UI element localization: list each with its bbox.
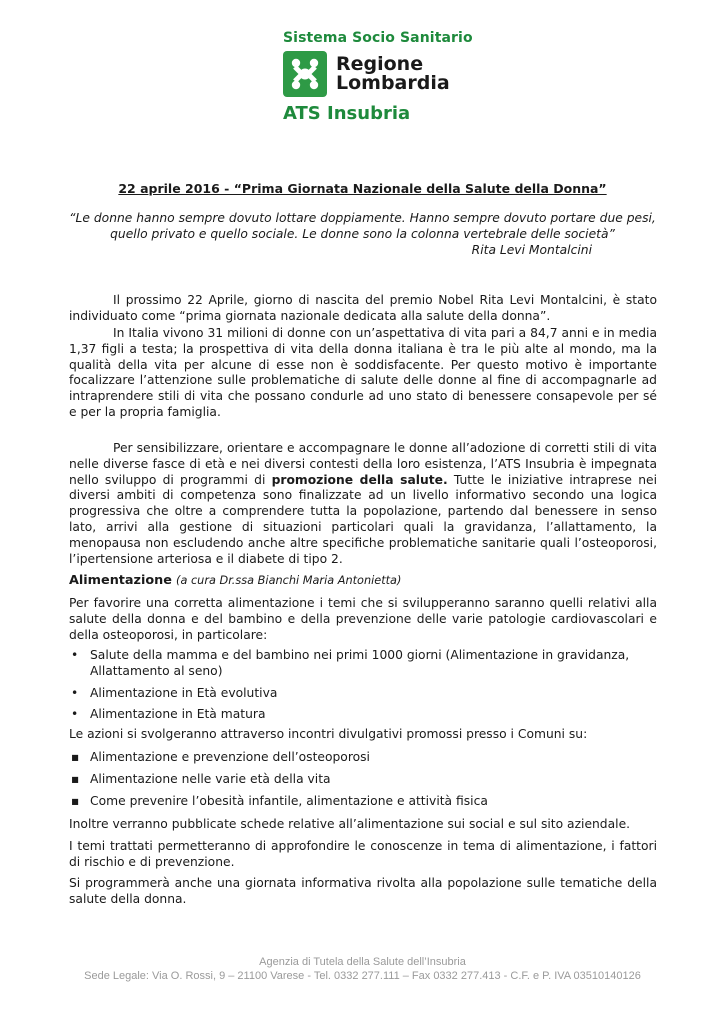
section-curator: (a cura Dr.ssa Bianchi Maria Antonietta)	[176, 574, 402, 587]
bullet-square-icon: ▪	[71, 771, 80, 786]
topics-note: I temi trattati permetteranno di approfondire le conoscenze in tema di alimentazione, i fattori di rischio e di prevenzione.	[69, 839, 657, 869]
list-item-text: Alimentazione in Età matura	[90, 707, 266, 722]
list-item	[69, 750, 659, 766]
header-logo	[283, 30, 483, 124]
region-line-1: Regione	[336, 53, 424, 75]
paragraph-1-text: Il prossimo 22 Aprile, giorno di nascita del premio Nobel Rita Levi Montalcini, è stato individuato come “prima giornata nazionale dedicata alla salute della donna”.	[69, 293, 657, 323]
region-logo-row	[283, 51, 483, 97]
footer-agency: Agenzia di Tutela della Salute dell’Insubria	[259, 956, 466, 968]
document-title: 22 aprile 2016 - “Prima Giornata Nazionale della Salute della Donna”	[118, 181, 607, 196]
paragraph-1	[69, 293, 657, 325]
bullet-square-icon: ▪	[71, 793, 80, 808]
list-item-text: Alimentazione in Età evolutiva	[90, 685, 278, 700]
section-heading	[69, 573, 401, 588]
paragraph-2-text: In Italia vivono 31 milioni di donne con un’aspettativa di vita pari a 84,7 anni e in media 1,37 figli a testa; la prospettiva di vita della donna italiana è tra le più alte al mondo, ma la qualità della vita per alcune di esse non è soddisfacente. Per questo motivo è importante focalizzare l’attenzione sulle problematiche di salute delle donne al fine di accompagnarle ad intraprendere stili di vita che possano condurle ad uno stato di benessere consapevole per sé e per la propria famiglia.	[69, 326, 657, 419]
bullet-dot-icon: •	[71, 685, 79, 700]
paragraph-3-text	[69, 441, 657, 567]
meetings-list	[69, 750, 659, 815]
list-item	[69, 772, 659, 788]
section-intro: Per favorire una corretta alimentazione i temi che si svilupperanno saranno quelli relativi alla salute della donna e del bambino e della prevenzione delle varie patologie cardiovascolari e della osteoporosi, in particolare:	[69, 596, 657, 642]
section-title: Alimentazione	[69, 573, 172, 588]
paragraph-3	[69, 441, 657, 567]
list-item	[69, 794, 659, 810]
actions-intro: Le azioni si svolgeranno attraverso incontri divulgativi promossi presso i Comuni su:	[69, 727, 588, 741]
paragraph-3-emphasis: promozione della salute.	[271, 472, 448, 487]
quote-block	[0, 210, 725, 258]
info-day-note: Si programmerà anche una giornata informativa rivolta alla popolazione sulle tematiche della salute della donna.	[69, 876, 657, 906]
list-item-text: Alimentazione nelle varie età della vita	[90, 771, 331, 786]
topics-list	[69, 648, 659, 729]
system-name: Sistema Socio Sanitario	[283, 30, 473, 46]
quote-author: Rita Levi Montalcini	[471, 243, 592, 257]
list-item	[69, 707, 659, 723]
region-lombardia-logo-icon	[283, 51, 327, 97]
list-item	[69, 648, 659, 680]
paragraph-3-end: Tutte le iniziative intraprese nei diversi ambiti di competenza sono finalizzate ad un livello informativo secondo una logica progressiva che oltre a comprendere tutta la popolazione, partendo dal benessere in senso lato, arrivi alla gestione di situazioni particolari quali la gravidanza, l’allattamento, la menopausa non escludendo anche altre specifiche problematiche sanitarie quali l’osteoporosi, l’ipertensione arteriosa e il diabete di tipo 2.	[69, 472, 657, 566]
footer-address: Sede Legale: Via O. Rossi, 9 – 21100 Varese - Tel. 0332 277.111 – Fax 0332 277.413 - C.F. e P. IVA 03510140126	[84, 970, 641, 982]
list-item-text: Come prevenire l’obesità infantile, alimentazione e attività fisica	[90, 793, 488, 808]
list-item-text: Salute della mamma e del bambino nei primi 1000 giorni (Alimentazione in gravidanza, Allattamento al seno)	[90, 648, 630, 678]
quote-line-2: quello privato e quello sociale. Le donne sono la colonna vertebrale delle società”	[110, 227, 615, 241]
agency-name: ATS Insubria	[283, 103, 411, 124]
paragraph-3-start: Per sensibilizzare, orientare e accompagnare le donne all’adozione di corretti stili di vita nelle diverse fasce di età e nei diversi contesti della loro esistenza, l’ATS Insubria è impegnata nello sviluppo di programmi di	[69, 441, 657, 487]
bullet-square-icon: ▪	[71, 750, 80, 764]
paragraph-2	[69, 326, 657, 421]
bullet-dot-icon: •	[71, 707, 79, 722]
region-name	[336, 55, 450, 93]
list-item-text: Alimentazione e prevenzione dell’osteoporosi	[90, 750, 370, 764]
social-note: Inoltre verranno pubblicate schede relative all’alimentazione sui social e sul sito aziendale.	[69, 817, 631, 831]
list-item	[69, 686, 659, 702]
quote-line-1: “Le donne hanno sempre dovuto lottare doppiamente. Hanno sempre dovuto portare due pesi,	[69, 211, 656, 225]
bullet-dot-icon: •	[71, 648, 79, 662]
page-footer	[0, 955, 725, 983]
region-line-2: Lombardia	[336, 72, 450, 94]
